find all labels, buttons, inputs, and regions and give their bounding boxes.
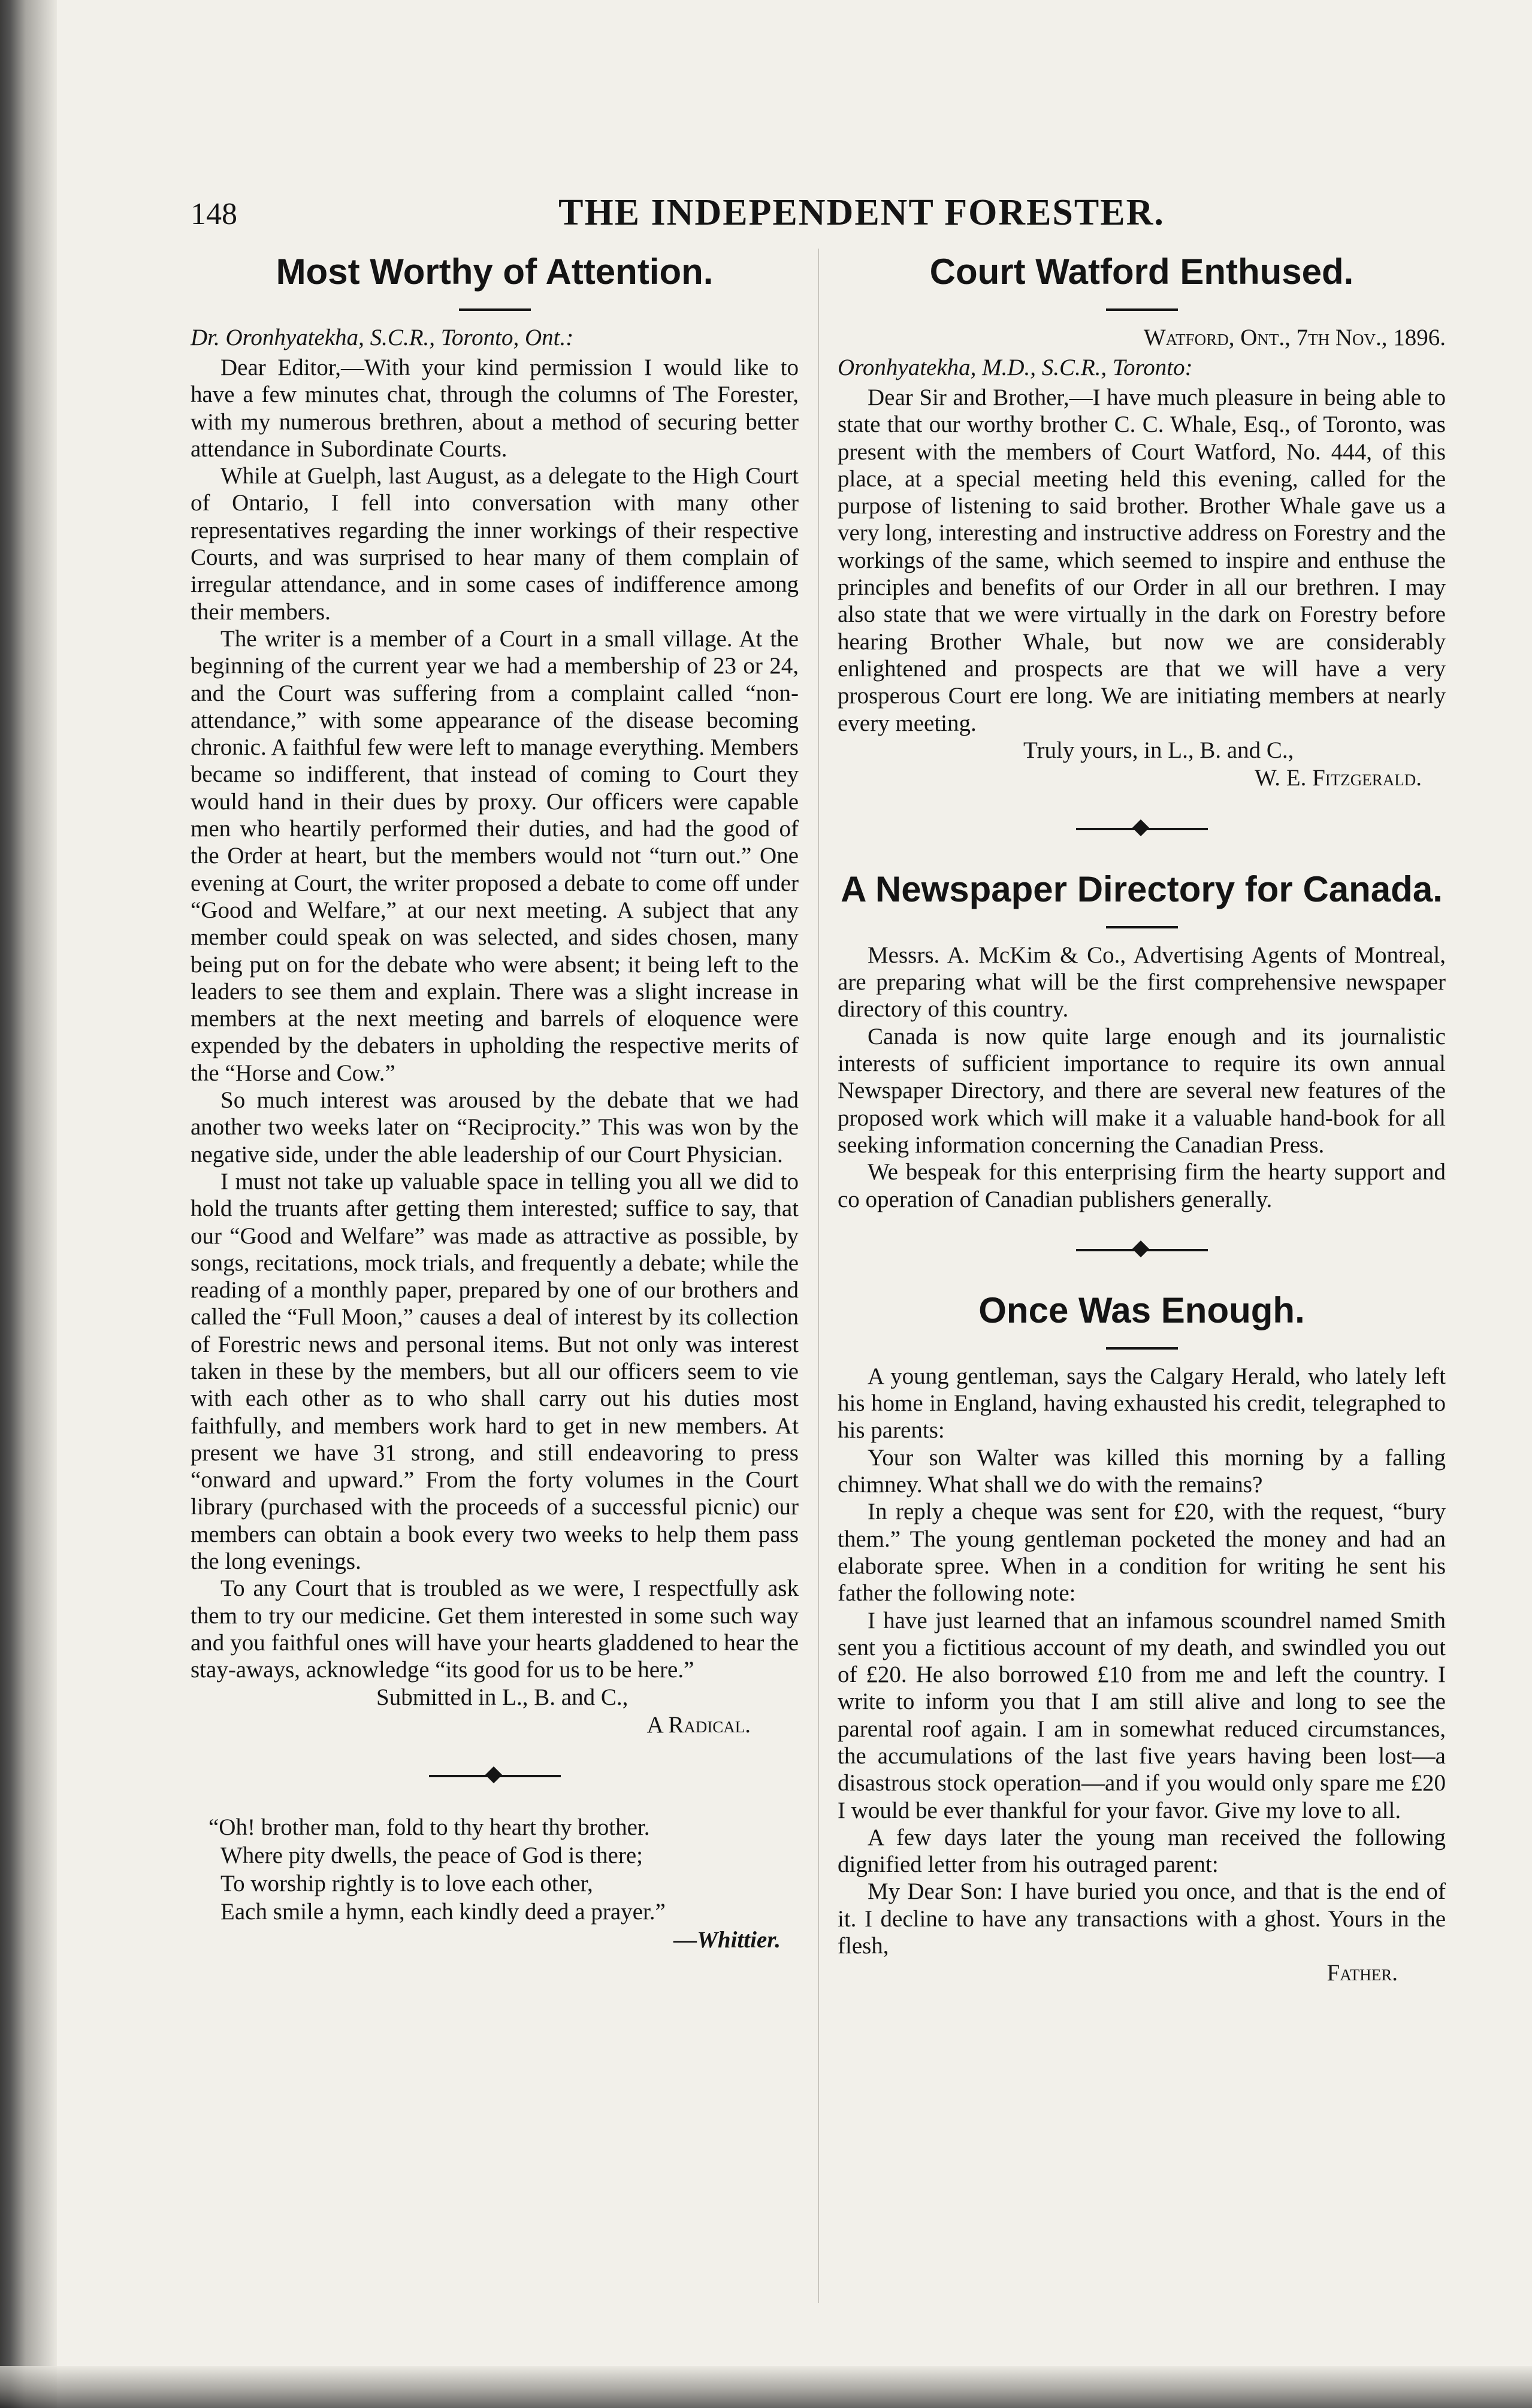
article-paragraph: In reply a cheque was sent for £20, with the request, “bury them.” The young gentleman pocketed the money and had an elaborate spree. When in a condition for writing he sent his father the following note: xyxy=(838,1499,1446,1607)
article-signature: W. E. Fitzgerald. xyxy=(1255,764,1422,791)
article-title: Most Worthy of Attention. xyxy=(276,252,714,292)
title-rule xyxy=(1106,1347,1178,1350)
article-paragraph: Your son Walter was killed this morning by a falling chimney. What shall we do with the remains? xyxy=(838,1444,1446,1498)
article-paragraph: While at Guelph, last August, as a delegate to the High Court of Ontario, I fell into conversation with many other representatives regarding the inner workings of their respective Courts, and was surprised to hear many of them complain of irregular attendance, and in some cases of indifference among their members. xyxy=(191,463,799,625)
article-addressee: Dr. Oronhyatekha, S.C.R., Toronto, Ont.: xyxy=(191,325,574,350)
poem-line: Where pity dwells, the peace of God is there; xyxy=(220,1842,643,1868)
article-closing: Truly yours, in L., B. and C., xyxy=(1023,737,1294,763)
article-closing: Submitted in L., B. and C., xyxy=(376,1684,628,1710)
poem-credit: —Whittier. xyxy=(673,1926,781,1953)
article-dateline: Watford, Ont., 7th Nov., 1896. xyxy=(1143,325,1446,350)
ornamental-divider xyxy=(1076,1249,1208,1251)
article-addressee: Oronhyatekha, M.D., S.C.R., Toronto: xyxy=(838,355,1193,380)
left-column xyxy=(191,249,799,1954)
article-title: Court Watford Enthused. xyxy=(929,252,1354,292)
article-paragraph: Messrs. A. McKim & Co., Advertising Agents of Montreal, are preparing what will be the first comprehensive newspaper directory of this country. xyxy=(838,942,1446,1023)
page xyxy=(191,192,1485,2378)
running-head xyxy=(191,192,1485,240)
article-title: A Newspaper Directory for Canada. xyxy=(841,869,1443,909)
title-rule xyxy=(1106,308,1178,311)
article-paragraph: A few days later the young man received the following dignified letter from his outraged parent: xyxy=(838,1824,1446,1878)
article-paragraph: Dear Sir and Brother,—I have much pleasure in being able to state that our worthy brother C. C. Whale, Esq., of Toronto, was present with the members of Court Watford, No. 444, of this place, at a special meeting held this evening, called for the purpose of listening to said brother. Brother Whale gave us a very long, interesting and instructive address on Forestry and the workings of the same, which seemed to inspire and enthuse the principles and benefits of our Order in all our brethren. I may also state that we were virtually in the dark on Forestry before hearing Brother Whale, but now we are considerably enlightened and prospects are that we will have a very prosperous Court ere long. We are initiating members at nearly every meeting. xyxy=(838,385,1446,736)
article-signature: Father. xyxy=(1326,1960,1398,1986)
poem-quote xyxy=(191,1813,799,1954)
article-paragraph: The writer is a member of a Court in a small village. At the beginning of the current year we had a membership of 23 or 24, and the Court was suffering from a complaint called “non-attendance,” with some appearance of the disease becoming chronic. A faithful few were left to manage everything. Members became so indifferent, that instead of coming to Court they would hand in their dues by proxy. Our officers were capable men who heartily performed their duties, and had the good of the Order at heart, but the members would not “turn out.” One evening at Court, the writer proposed a debate to come off under “Good and Welfare,” at our next meeting. A subject that any member could speak on was selected, and sides chosen, many being put on for the debate who were absent; it being left to the leaders to see them and explain. There was a slight increase in members at the next meeting and barrels of eloquence were expended by the debaters in upholding the respective merits of the “Horse and Cow.” xyxy=(191,625,799,1086)
title-rule xyxy=(459,308,531,311)
column-divider xyxy=(818,249,819,2303)
ornamental-divider xyxy=(429,1775,561,1777)
article-paragraph: To any Court that is troubled as we were, I respectfully ask them to try our medicine. Get them interested in some such way and you faithful ones will have your hearts gladdened to hear the stay-aways, acknowledge “its good for us to be here.” xyxy=(191,1575,799,1683)
article-paragraph: So much interest was aroused by the debate that we had another two weeks later on “Reciprocity.” This was won by the negative side, under the able leadership of our Court Physician. xyxy=(191,1087,799,1167)
article-paragraph: We bespeak for this enterprising firm the hearty support and co operation of Canadian publishers generally. xyxy=(838,1159,1446,1212)
poem-line: Each smile a hymn, each kindly deed a prayer.” xyxy=(220,1898,666,1925)
article-signature: A Radical. xyxy=(646,1711,751,1738)
article-title: Once Was Enough. xyxy=(978,1290,1305,1330)
article-paragraph: My Dear Son: I have buried you once, and that is the end of it. I decline to have any transactions with a ghost. Yours in the flesh, xyxy=(838,1878,1446,1959)
article-paragraph: I have just learned that an infamous scoundrel named Smith sent you a fictitious account of my death, and swindled you out of £20. He also borrowed £10 from me and left the country. I write to inform you that I am still alive and long to see the parental roof again. I am in somewhat reduced circumstances, the accumulations of the last five years having been lost—a disastrous stock operation—and if you would only spare me £20 I would be ever thankful for your favor. Give my love to all. xyxy=(838,1607,1446,1823)
article-paragraph: I must not take up valuable space in telling you all we did to hold the truants after getting them interested; suffice to say, that our “Good and Welfare” was made as attractive as possible, by songs, recitations, mock trials, and frequently a debate; while the reading of a monthly paper, prepared by one of our brothers and called the “Full Moon,” causes a deal of interest by its collection of Forestric news and personal items. But not only was interest taken in these by the members, but all our officers seem to vie with each other as to who shall carry out his duties most faithfully, and members work hard to get in new members. At present we have 31 strong, and still endeavoring to press “onward and upward.” From the forty volumes in the Court library (purchased with the proceeds of a successful picnic) our members can obtain a book every two weeks to help them pass the long evenings. xyxy=(191,1168,799,1575)
right-column xyxy=(838,249,1446,1987)
poem-line: “Oh! brother man, fold to thy heart thy brother. xyxy=(209,1814,650,1840)
article-paragraph: A young gentleman, says the Calgary Herald, who lately left his home in England, having exhausted his credit, telegraphed to his parents: xyxy=(838,1363,1446,1444)
scan-shadow-left xyxy=(0,0,57,2408)
article-paragraph: Dear Editor,—With your kind permission I would like to have a few minutes chat, through the columns of The Forester, with my numerous brethren, about a method of securing better attendance in Subordinate Courts. xyxy=(191,355,799,462)
article-paragraph: Canada is now quite large enough and its journalistic interests of sufficient importance to require its own annual Newspaper Directory, and there are several new features of the proposed work which will make it a valuable hand-book for all seeking information concerning the Canadian Press. xyxy=(838,1023,1446,1158)
page-number: 148 xyxy=(191,197,237,231)
journal-title: THE INDEPENDENT FORESTER. xyxy=(558,192,1165,233)
title-rule xyxy=(1106,926,1178,928)
ornamental-divider xyxy=(1076,828,1208,830)
poem-line: To worship rightly is to love each other, xyxy=(220,1870,593,1896)
